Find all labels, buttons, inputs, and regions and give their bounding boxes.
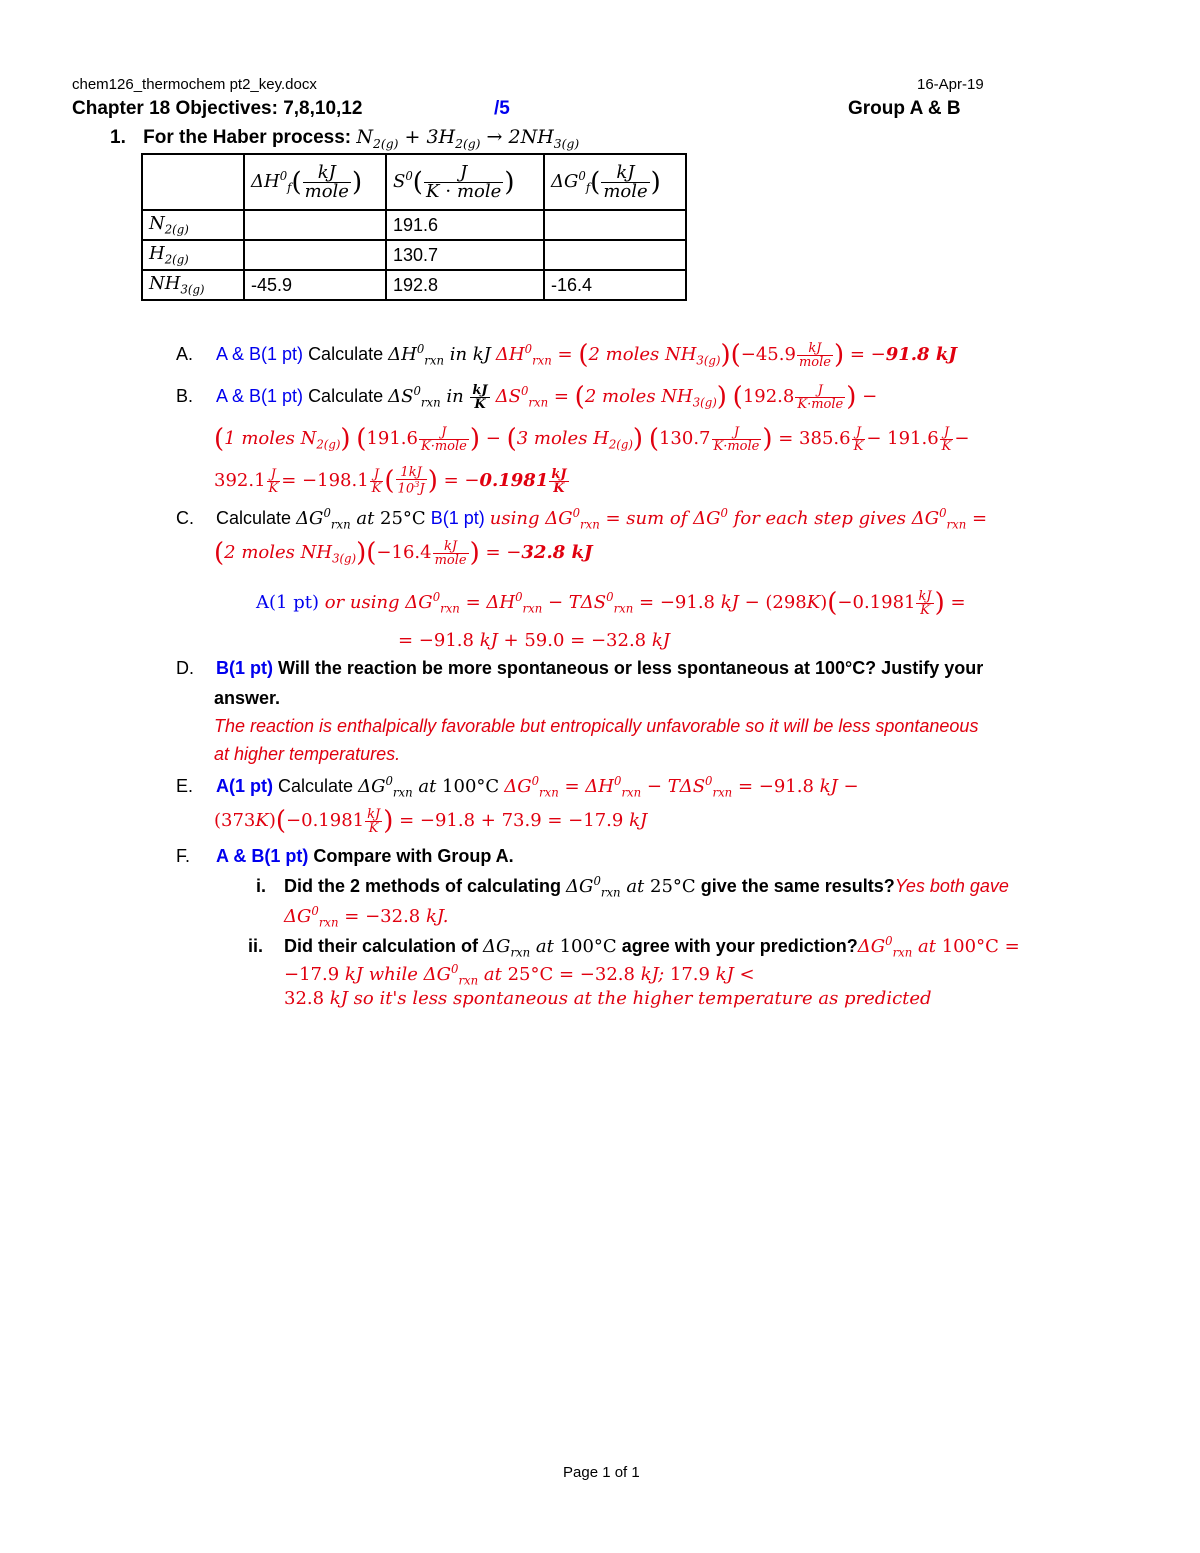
question-prompt: For the Haber process: <box>143 127 352 148</box>
part-a-prompt: Calculate <box>308 344 384 364</box>
part-f-group: A & B(1 pt) <box>216 846 309 866</box>
part-c-label: C. <box>176 508 194 528</box>
species-nh3: $NH_{3(g)}$ <box>142 270 244 300</box>
part-f-i-prompt-a: Did the 2 methods of calculating <box>284 876 562 896</box>
thermo-data-table <box>141 153 687 301</box>
group-label: Group A & B <box>848 98 961 119</box>
part-c-group-a: A(1 pt) <box>256 592 319 613</box>
score-total: /5 <box>494 98 510 119</box>
part-e-answer-2: (373K)(−0.1981 $\frac{kJ}{K}$ ) = −91.8 + 73.9 = −17.9 kJ <box>214 806 648 836</box>
page-number: Page 1 of 1 <box>563 1464 640 1481</box>
part-c-prompt: Calculate <box>216 508 292 528</box>
part-c-quantity: $\Delta G^0_{rxn}$ at 25°C <box>296 506 426 532</box>
table-corner <box>142 154 244 210</box>
species-h2: $H_{2(g)}$ <box>142 240 244 270</box>
part-b-answer-line3: 392.1 $\frac{J}{K}$ = −198.1 $\frac{J}{K}$ ( $\frac{1kJ}{10^3J}$ ) = −0.1981 $\frac{kJ}{K}$ <box>214 465 567 497</box>
part-e <box>176 774 859 800</box>
part-b-group: A & B(1 pt) <box>216 386 304 406</box>
part-d-label: D. <box>176 658 194 678</box>
cell-s: 192.8 <box>386 270 544 300</box>
table-row <box>142 270 686 300</box>
chapter-objectives: Chapter 18 Objectives: 7,8,10,12 <box>72 98 363 119</box>
part-d-answer-1: The reaction is enthalpically favorable but entropically unfavorable so it will be less spontaneous <box>214 716 979 736</box>
part-a <box>176 340 957 370</box>
table-row <box>142 210 686 240</box>
part-a-label: A. <box>176 344 194 364</box>
part-f-ii-prompt-a: Did their calculation of <box>284 936 479 956</box>
part-f-ii-answer-1: $\Delta G^0_{rxn}$ at 100°C = <box>857 934 1020 960</box>
species-n2: $N_{2(g)}$ <box>142 210 244 240</box>
part-c-method-2-result: = −91.8 kJ + 59.0 = −32.8 kJ <box>398 630 670 651</box>
cell-s: 191.6 <box>386 210 544 240</box>
cell-dg <box>544 210 686 240</box>
part-e-quantity: $\Delta G^0_{rxn}$ at 100°C <box>358 774 500 800</box>
part-f-i-answer: Yes both gave <box>894 876 1009 896</box>
part-b <box>176 382 877 412</box>
cell-dh <box>244 240 386 270</box>
header-delta-gf: $\Delta G^0_f$( $\frac{kJ}{\text{mole}}$ ) <box>544 154 686 210</box>
question-number: 1. <box>110 127 126 148</box>
cell-s: 130.7 <box>386 240 544 270</box>
part-d-answer-2: at higher temperatures. <box>214 744 401 764</box>
header-delta-hf: $\Delta H^0_f$( $\frac{kJ}{\text{mole}}$ ) <box>244 154 386 210</box>
cell-dh: -45.9 <box>244 270 386 300</box>
part-d-prompt: Will the reaction be more spontaneous or less spontaneous at 100°C? Justify your <box>278 658 984 678</box>
document-date: 16-Apr-19 <box>917 76 984 93</box>
part-f <box>176 846 514 867</box>
part-c-method-2: A(1 pt) or using $\Delta G^0_{rxn} = \Delta H^0_{rxn} - T\Delta S^0_{rxn} = -91.8$ kJ − (298K)(−0.1981 $\frac{kJ}{K}$ ) = <box>256 588 966 618</box>
part-f-i <box>256 874 1009 900</box>
part-f-label: F. <box>176 846 191 866</box>
part-e-answer-1: $\Delta G^0_{rxn} = \Delta H^0_{rxn} - T\Delta S^0_{rxn} = -91.8$ kJ − <box>504 774 859 800</box>
part-a-quantity: $\Delta H^0_{rxn}$ in kJ <box>388 342 491 368</box>
document-filename: chem126_thermochem pt2_key.docx <box>72 76 317 93</box>
table-row <box>142 240 686 270</box>
part-f-ii-quantity: $\Delta G_{rxn}$ at 100°C <box>483 936 617 960</box>
part-f-ii-answer-3: 32.8 kJ so it's less spontaneous at the higher temperature as predicted <box>284 988 932 1009</box>
part-b-answer-line2: (1 moles $N_{2(g)}$) (191.6 $\frac{J}{\text{K·mole}}$ ) − (3 moles $H_{2(g)}$) (130.7 $\frac{J}{\text{K·mole}}$ ) = 385.6 $\frac{J}{K}$ − 191.6 $\frac{J}{K}$ − <box>214 424 970 454</box>
cell-dh <box>244 210 386 240</box>
part-f-ii-label: ii. <box>248 936 264 956</box>
part-f-ii-prompt-b: agree with your prediction? <box>621 936 858 956</box>
header-entropy: $S^0$( $\frac{J}{\text{K ⋅ mole}}$ ) <box>386 154 544 210</box>
question-1 <box>110 126 579 151</box>
haber-reaction: $N_{2(g)} + 3H_{2(g)} \to 2NH_{3(g)}$ <box>356 126 580 151</box>
part-c-group-b: B(1 pt) <box>430 508 485 528</box>
part-e-prompt: Calculate <box>278 776 354 796</box>
part-e-label: E. <box>176 776 194 796</box>
part-a-answer: $\Delta H^0_{rxn} = (2$ moles $NH_{3(g)})(-45.9$ $\frac{kJ}{\text{mole}}$ ) = −91.8 kJ <box>495 340 957 370</box>
part-d <box>176 658 983 679</box>
part-b-label: B. <box>176 386 194 406</box>
cell-dg <box>544 240 686 270</box>
part-f-i-label: i. <box>256 876 267 896</box>
part-f-prompt: Compare with Group A. <box>313 846 514 866</box>
part-d-prompt-2: answer. <box>214 688 281 708</box>
part-b-quantity: $\Delta S^0_{rxn}$ in $\frac{kJ}{K}$ <box>388 382 488 412</box>
part-d-group: B(1 pt) <box>216 658 273 678</box>
part-f-i-answer-value: $\Delta G^0_{rxn} = -32.8$ kJ. <box>284 904 449 930</box>
cell-dg: -16.4 <box>544 270 686 300</box>
part-f-i-prompt-b: give the same results? <box>700 876 895 896</box>
part-a-group: A & B(1 pt) <box>216 344 304 364</box>
part-f-ii <box>248 934 1020 960</box>
part-c-method-1-result: (2 moles $NH_{3(g)})(-16.4$ $\frac{kJ}{\text{mole}}$ ) = −32.8 kJ <box>214 538 593 568</box>
part-b-answer-line1: $\Delta S^0_{rxn} = (2$ moles $NH_{3(g)}$) (192.8 $\frac{J}{\text{K·mole}}$ ) − <box>495 382 878 412</box>
part-c-method-1: using $\Delta G^0_{rxn}$ = sum of $\Delta G^0$ for each step gives $\Delta G^0_{rxn}$ = <box>489 506 988 532</box>
part-f-i-quantity: $\Delta G^0_{rxn}$ at 25°C <box>566 874 696 900</box>
part-b-prompt: Calculate <box>308 386 384 406</box>
part-e-group: A(1 pt) <box>216 776 273 796</box>
part-f-ii-answer-2: −17.9 kJ while $\Delta G^0_{rxn}$ at 25°C = −32.8 kJ; 17.9 kJ < <box>284 962 755 988</box>
part-c <box>176 506 987 532</box>
